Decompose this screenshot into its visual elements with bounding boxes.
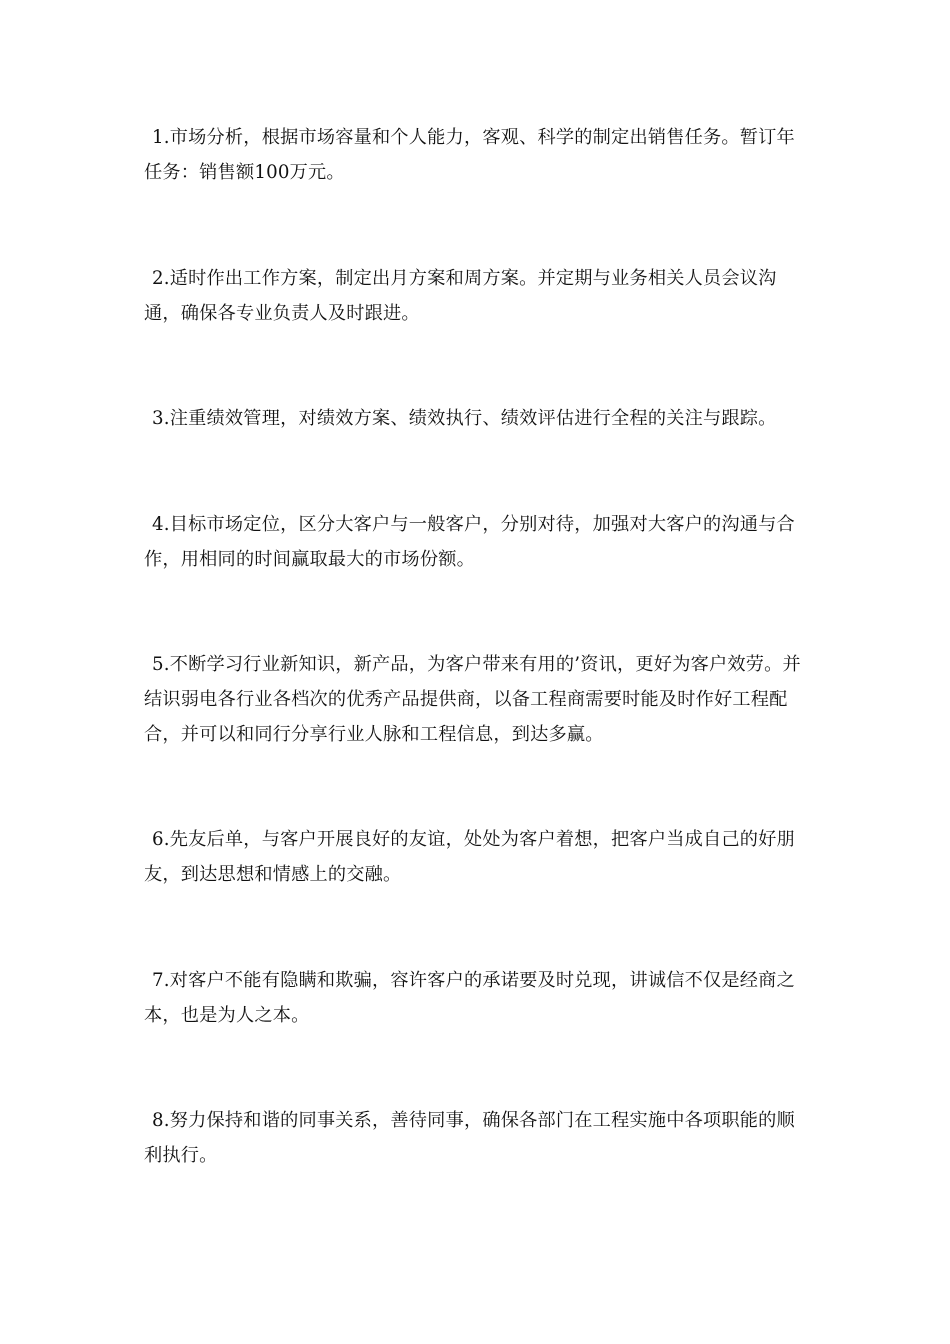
paragraph-2: 2.适时作出工作方案，制定出月方案和周方案。并定期与业务相关人员会议沟通，确保各专业负责人及时跟进。 — [144, 268, 777, 324]
paragraph-7: 7.对客户不能有隐瞒和欺骗，容许客户的承诺要及时兑现，讲诚信不仅是经商之本，也是为人之本。 — [144, 970, 795, 1026]
paragraph-1: 1.市场分析，根据市场容量和个人能力，客观、科学的制定出销售任务。暂订年任务：销售额100万元。 — [144, 127, 795, 183]
paragraph-5: 5.不断学习行业新知识，新产品，为客户带来有用的’资讯，更好为客户效劳。并结识弱电各行业各档次的优秀产品提供商，以备工程商需要时能及时作好工程配合，并可以和同行分享行业人脉和工程信息，到达多赢。 — [144, 654, 801, 745]
paragraph-6: 6.先友后单，与客户开展良好的友谊，处处为客户着想，把客户当成自己的好朋友，到达思想和情感上的交融。 — [144, 829, 795, 885]
paragraph-3: 3.注重绩效管理，对绩效方案、绩效执行、绩效评估进行全程的关注与跟踪。 — [152, 408, 777, 429]
paragraph-4: 4.目标市场定位，区分大客户与一般客户，分别对待，加强对大客户的沟通与合作，用相同的时间赢取最大的市场份额。 — [144, 514, 795, 570]
paragraph-8: 8.努力保持和谐的同事关系，善待同事，确保各部门在工程实施中各项职能的顺利执行。 — [144, 1110, 795, 1166]
